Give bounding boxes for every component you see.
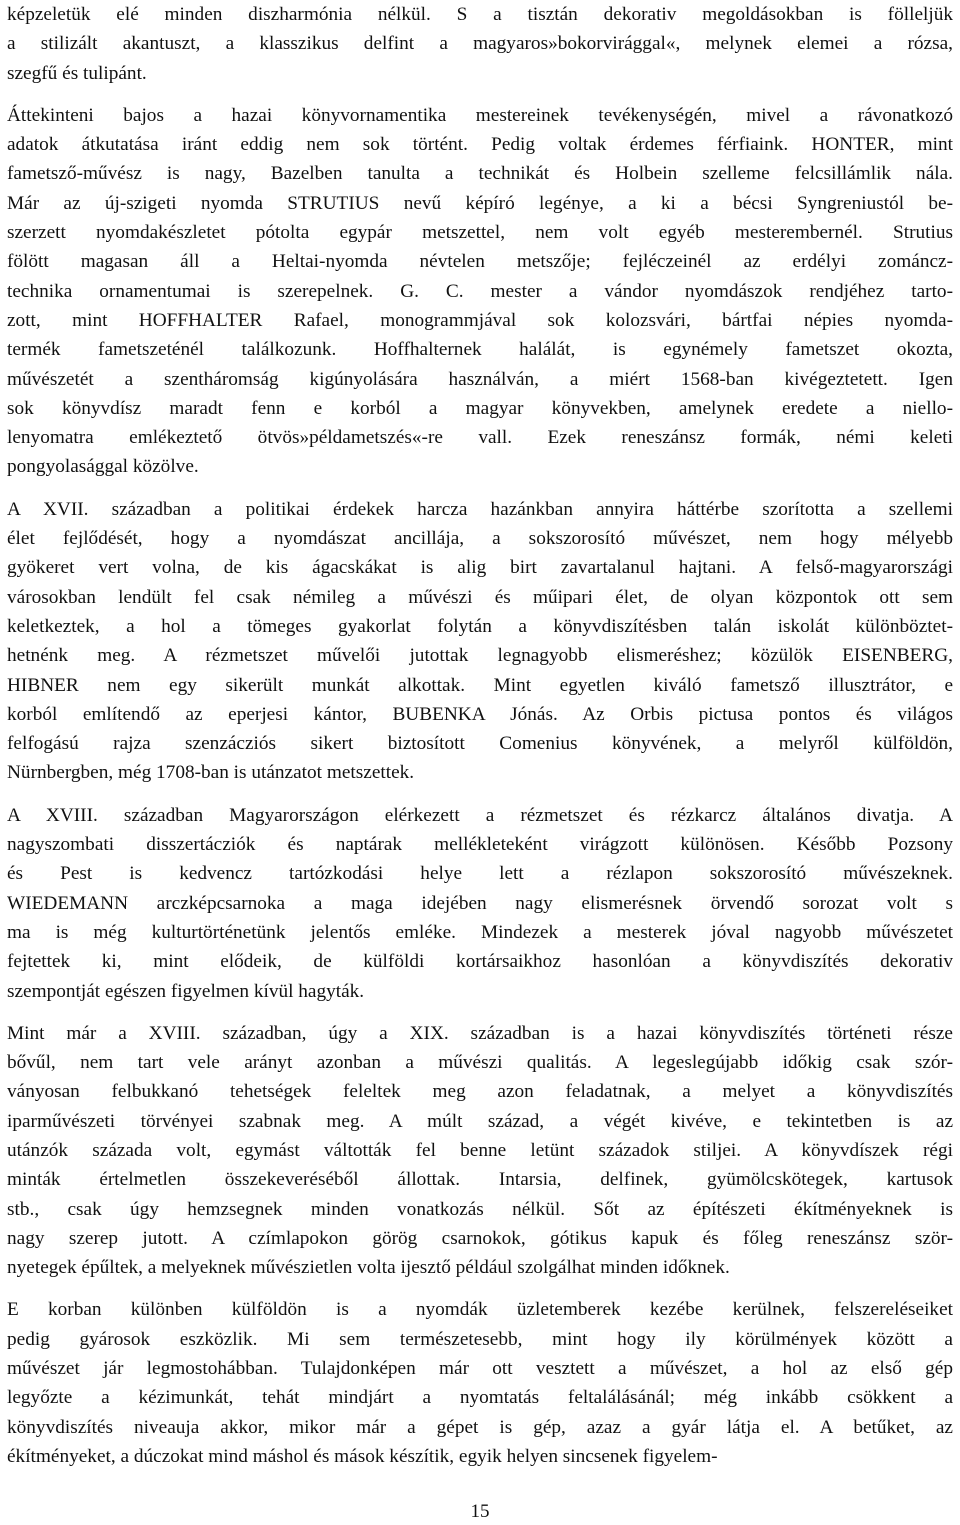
text-line: E korban különben külföldön is a nyomdák üzletemberek kezébe kerülnek, felszereléseiket (7, 1299, 953, 1321)
page-number: 15 (470, 1501, 490, 1522)
text-line: és Pest is kedvencz tartózkodási helye lett a rézlapon sokszorosító művészeknek. (7, 863, 953, 885)
text-line: ványosan felbukkanó tehetségek feleltek meg azon feladatnak, a melyet a könyvdiszítés (7, 1081, 953, 1103)
paragraph-gap (7, 482, 953, 495)
text-line: HIBNER nem egy sikerült munkát alkottak. Mint egyetlen kiváló fametsző illusztrátor, e (7, 674, 953, 696)
text-line: WIEDEMANN arczképcsarnoka a maga idejében nagy elismerésnek örvendő sorozat volt s (7, 892, 953, 914)
text-line: pongyolasággal közölve. (7, 456, 199, 478)
text-line: lenyomatra emlékeztető ötvös»példametszés«-re vall. Ezek reneszánsz formák, némi keleti (7, 427, 953, 449)
text-line: nyetegek épűltek, a melyeknek művészietlen volta ijesztő például szolgálhat minden időknek. (7, 1257, 730, 1279)
text-line: nagy szerep jutott. A czímlapokon görög csarnokok, gótikus kapuk és főleg reneszánsz ször- (7, 1227, 953, 1249)
paragraph-gap (7, 788, 953, 801)
text-line: sok könyvdísz maradt fenn e korból a magyar könyvekben, amelynek eredete a niello- (7, 397, 953, 419)
text-line: a stilizált akantuszt, a klasszikus delfint a magyaros»bokorvirággal«, melynek elemei a rózsa, (7, 33, 953, 55)
text-line: művészetét a szentháromság kigúnyolására használván, a miért 1568-ban kivégeztetett. Igen (7, 368, 953, 390)
text-line: gyökeret vert volna, de kis ágacskákat is alig birt zavartalanul hajtani. A felső-magyarországi (7, 557, 953, 579)
text-line: utánzók százada volt, egymást váltották fel benne letünt századok stiljei. A könyvdíszek régi (7, 1139, 953, 1161)
text-line: termék fametszeténél találkozunk. Hoffhalternek halálát, is egynémely fametszet okozta, (7, 339, 953, 361)
text-line: hetnénk meg. A rézmetszet művelői jutottak legnagyobb elismeréshez; közülök EISENBERG, (7, 645, 953, 667)
paragraph-gap (7, 1006, 953, 1019)
text-line: fölött magasan áll a Heltai-nyomda névtelen metszője; fejléczeinél az erdélyi zománcz- (7, 251, 953, 273)
text-line: bővűl, nem tart vele arányt azonban a művészi qualitás. A legeslegújabb időkig csak szór- (7, 1052, 953, 1074)
paragraph-gap (7, 1282, 953, 1295)
text-line: képzeletük elé minden diszharmónia nélkül. S a tisztán dekorativ megoldásokban is fölleljük (7, 4, 953, 25)
text-line: élet fejlődését, hogy a nyomdászat ancillája, a sokszorosító művészet, nem hogy mélyebb (7, 528, 953, 550)
text-line: ma is még kulturtörténetünk jelentős emléke. Mindezek a mesterek jóval nagyobb művészetet (7, 921, 953, 943)
text-line: könyvdiszítés niveauja akkor, mikor már a gépet is gép, azaz a gyár látja el. A betűket, az (7, 1416, 953, 1438)
text-line: legyőzte a kézimunkát, tehát mindjárt a nyomtatás feltalálásánál; még inkább csökkent a (7, 1387, 953, 1409)
text-line: zott, mint HOFFHALTER Rafael, monogrammjával sok kolozsvári, bártfai népies nyomda- (7, 309, 953, 331)
text-line: stb., csak úgy hemzsegnek minden vonatkozás nélkül. Sőt az építészeti ékítményeknek is (7, 1198, 953, 1220)
text-line: művészet jár legmostohábban. Tulajdonképen már ott vesztett a művészet, a hol az első gép (7, 1358, 953, 1380)
text-line: A XVIII. században Magyarországon elérkezett a rézmetszet és rézkarcz általános divatja. A (7, 804, 953, 826)
text-line: ékítményeket, a dúczokat mind máshol és mások készítik, egyik helyen sincsenek figyelem- (7, 1445, 718, 1467)
text-line: Már az új-szigeti nyomda STRUTIUS nevű képíró legénye, a ki a bécsi Syngreniustól be- (7, 192, 953, 214)
text-line: iparművészeti törvényei szabnak meg. A múlt század, a végét kivéve, e tekintetben is az (7, 1110, 953, 1132)
paragraph (7, 101, 953, 482)
document-page (7, 0, 953, 1471)
text-line: fametsző-művész is nagy, Bazelben tanulta a technikát és Holbein szelleme felcsillámlik nála. (7, 163, 953, 185)
text-line: városokban lendült fel csak némileg a művészi és műipari élet, de olyan központok ott sem (7, 586, 953, 608)
text-line: adatok átkutatása iránt eddig nem sok történt. Pedig voltak érdemes férfiaink. HONTER, mint (7, 134, 953, 156)
text-line: Nürnbergben, még 1708-ban is utánzatot metszettek. (7, 762, 415, 784)
text-line: szegfű és tulipánt. (7, 62, 147, 84)
text-line: minták értelmetlen összekeveréséből állottak. Intarsia, delfinek, gyümölcskötegek, kartusok (7, 1169, 953, 1191)
text-line: keletkeztek, a hol a tömeges gyakorlat folytán a könyvdiszítésben talán iskolát különböztet- (7, 615, 953, 637)
text-line: nagyszombati disszertácziók és naptárak mellékleteként virágzott különösen. Később Pozsony (7, 834, 953, 856)
text-line: A XVII. században a politikai érdekek harcza hazánkban annyira háttérbe szorította a szellemi (7, 498, 953, 520)
paragraph (7, 1295, 953, 1471)
text-line: pedig gyárosok eszközlik. Mi sem természetesebb, mint hogy ily körülmények között a (7, 1328, 953, 1350)
text-line: felfogású rajza szenzácziós sikert biztosított Comenius könyvének, a melyről külföldön, (7, 733, 953, 755)
paragraph-gap (7, 88, 953, 101)
paragraph (7, 1019, 953, 1283)
text-body (7, 0, 953, 1471)
paragraph (7, 495, 953, 788)
text-line: technika ornamentumai is szerepelnek. G. C. mester a vándor nyomdászok rendjéhez tarto- (7, 280, 953, 302)
paragraph (7, 801, 953, 1006)
text-line: szempontját egészen figyelmen kívül hagyták. (7, 980, 365, 1002)
text-line: korból említendő az eperjesi kántor, BUBENKA Jónás. Az Orbis pictusa pontos és világos (7, 703, 953, 725)
paragraph (7, 0, 953, 88)
text-line: szerzett nyomdakészletet pótolta egypár metszettel, nem volt egyéb mesterembernél. Strutius (7, 222, 953, 244)
text-line: fejtettek ki, mint elődeik, de külföldi kortársaikhoz hasonlóan a könyvdiszítés dekorativ (7, 951, 953, 973)
text-line: Áttekinteni bajos a hazai könyvornamentika mestereinek tevékenységén, mivel a rávonatkozó (7, 104, 953, 126)
text-line: Mint már a XVIII. században, úgy a XIX. században is a hazai könyvdiszítés történeti része (7, 1022, 953, 1044)
